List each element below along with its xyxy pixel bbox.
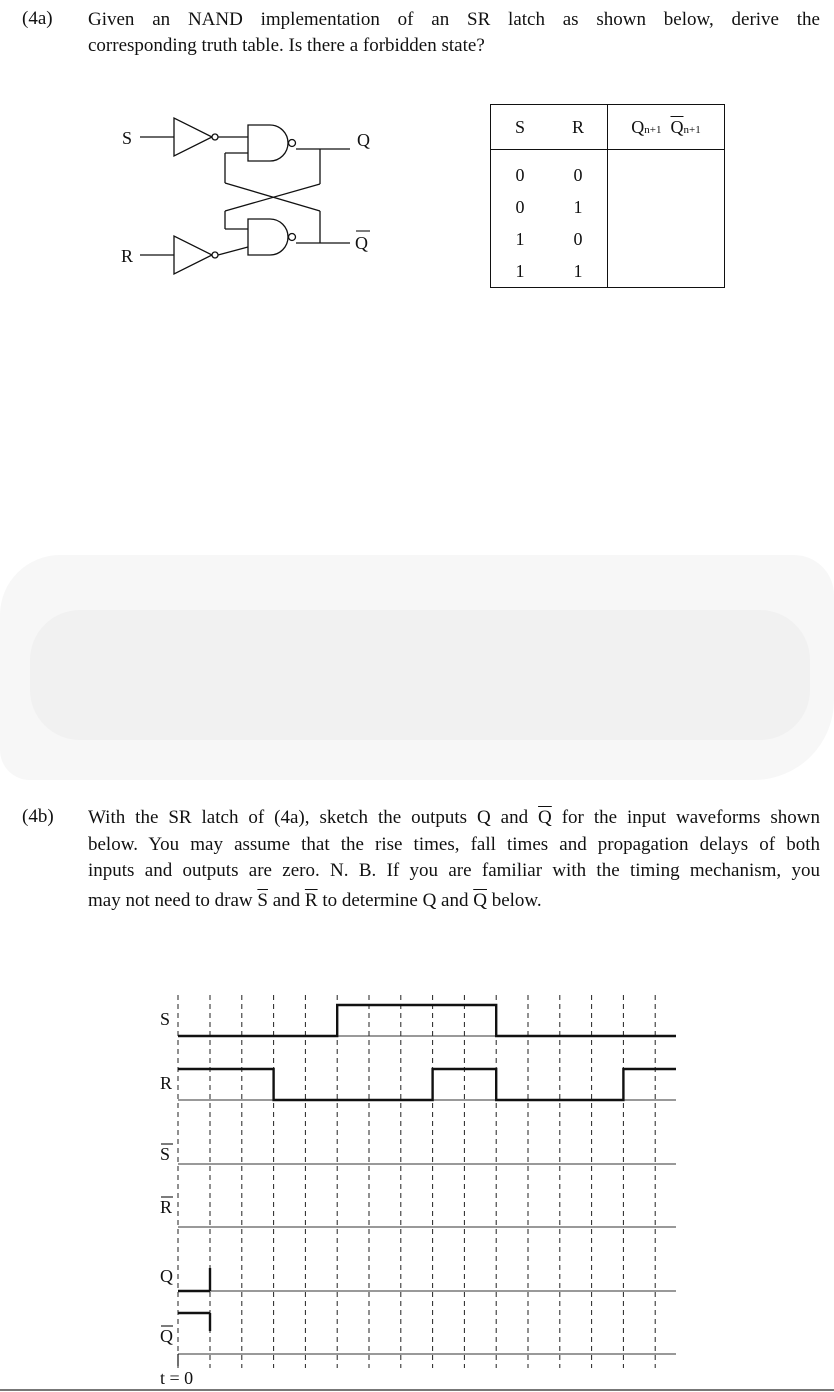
timing-label: Q <box>160 1326 173 1346</box>
question-4b-line3: inputs and outputs are zero. N. B. If you are familiar with the timing mechanism, you <box>88 860 820 881</box>
question-4a-line2: corresponding truth table. Is there a forbidden state? <box>88 35 485 56</box>
truth-table-cell: 1 <box>573 197 583 217</box>
question-4b-line4: may not need to draw $\overline{S}$ and $\overline{R}$ to determine Q and $\overline{Q}$ below. <box>88 890 542 911</box>
truth-table-cell: 0 <box>491 192 550 223</box>
truth-table-cell: 1 <box>491 255 550 288</box>
page-bottom-rule <box>0 1389 834 1391</box>
truth-table-header-s: S <box>491 105 550 150</box>
truth-table-cell: 0 <box>573 228 583 249</box>
circuit-label-qbar: Q <box>355 233 368 253</box>
timing-label: R <box>160 1073 173 1093</box>
timing-label: Q <box>160 1266 173 1286</box>
truth-table-cell: 0 <box>573 164 583 185</box>
timing-label: S <box>160 1144 171 1164</box>
truth-table-cell: 1 <box>549 255 608 288</box>
time-zero-label: t = 0 <box>160 1368 194 1388</box>
truth-table-header-qbarnext: $\overline{Q}n+1$ <box>670 116 701 137</box>
question-4a-line1: Given an NAND implementation of an SR latch as shown below, derive the <box>88 9 820 30</box>
timing-label: S <box>160 1009 171 1029</box>
question-4b-number: (4b) <box>22 806 54 827</box>
truth-table-header-r: R <box>549 105 608 150</box>
timing-label: R <box>160 1197 173 1217</box>
question-4a-number: (4a) <box>22 8 53 29</box>
question-4b-line2: below. You may assume that the rise times, fall times and propagation delays of both <box>88 834 820 855</box>
circuit-label-s: S <box>122 128 133 148</box>
question-4b-line1: With the SR latch of (4a), sketch the outputs Q and $\overline{Q}$ for the input waveforms shown <box>88 807 820 828</box>
truth-table-cell: 1 <box>491 223 550 255</box>
timing-wave-r <box>178 1069 676 1100</box>
truth-table-cell: 0 <box>491 150 550 193</box>
circuit-label-r: R <box>121 246 134 266</box>
truth-table-header-qnext: Qn+1 <box>631 116 662 137</box>
timing-wave-s <box>178 1005 676 1036</box>
circuit-label-q: Q <box>357 130 370 150</box>
